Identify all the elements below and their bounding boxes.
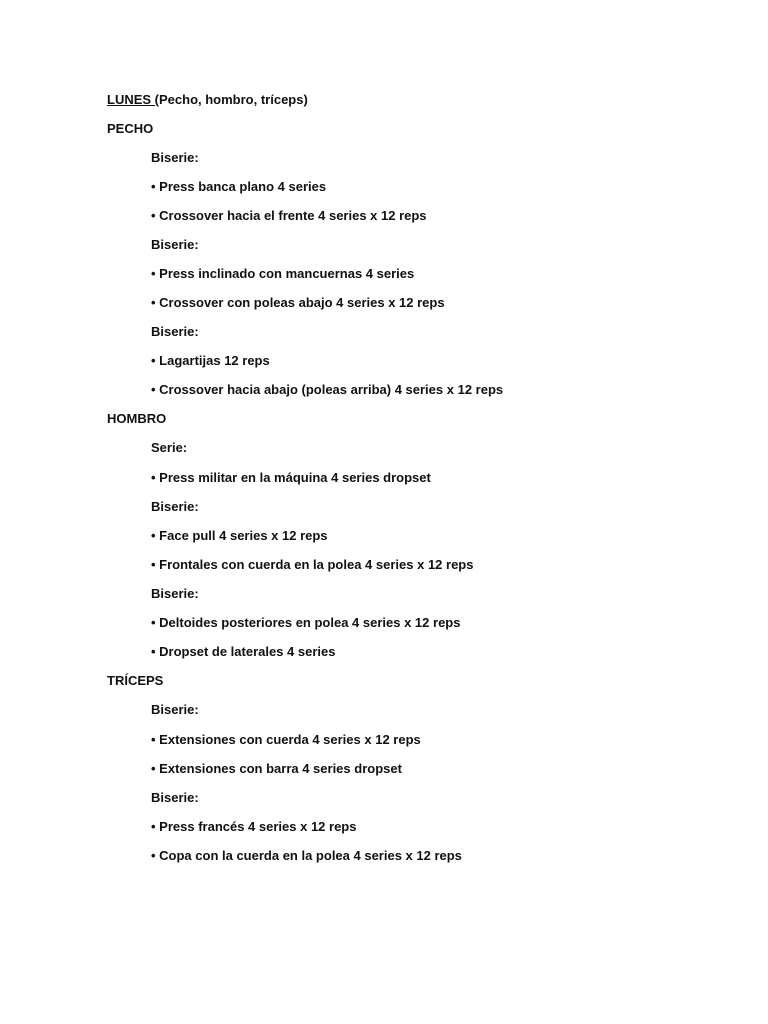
exercise-item: • Press banca plano 4 series [151, 179, 327, 194]
exercise-item: • Extensiones con cuerda 4 series x 12 reps [151, 732, 421, 747]
exercise-item: • Press militar en la máquina 4 series dropset [151, 470, 431, 485]
title-day: LUNES ( [107, 92, 159, 107]
set-type-label: Biserie: [151, 586, 199, 601]
set-type-label: Biserie: [151, 150, 199, 165]
exercise-item: • Crossover hacia abajo (poleas arriba) 4 series x 12 reps [151, 382, 504, 397]
set-type-label: Biserie: [151, 702, 199, 717]
exercise-item: • Deltoides posteriores en polea 4 series x 12 reps [151, 615, 461, 630]
set-type-label: Biserie: [151, 324, 199, 339]
exercise-item: • Press francés 4 series x 12 reps [151, 819, 357, 834]
exercise-item: • Face pull 4 series x 12 reps [151, 528, 328, 543]
document-title [107, 92, 308, 108]
title-muscle-groups: Pecho, hombro, tríceps) [159, 92, 308, 107]
section-heading-hombro: HOMBRO [107, 411, 167, 426]
set-type-label: Serie: [151, 440, 188, 455]
exercise-item: • Crossover con poleas abajo 4 series x 12 reps [151, 295, 445, 310]
exercise-item: • Crossover hacia el frente 4 series x 12 reps [151, 208, 427, 223]
exercise-item: • Extensiones con barra 4 series dropset [151, 761, 402, 776]
exercise-item: • Dropset de laterales 4 series [151, 644, 336, 659]
exercise-item: • Frontales con cuerda en la polea 4 series x 12 reps [151, 557, 474, 572]
section-heading-triceps: TRÍCEPS [107, 673, 164, 688]
exercise-item: • Copa con la cuerda en la polea 4 series x 12 reps [151, 848, 462, 863]
exercise-item: • Lagartijas 12 reps [151, 353, 270, 368]
exercise-item: • Press inclinado con mancuernas 4 series [151, 266, 415, 281]
section-heading-pecho: PECHO [107, 121, 154, 136]
set-type-label: Biserie: [151, 237, 199, 252]
set-type-label: Biserie: [151, 790, 199, 805]
set-type-label: Biserie: [151, 499, 199, 514]
